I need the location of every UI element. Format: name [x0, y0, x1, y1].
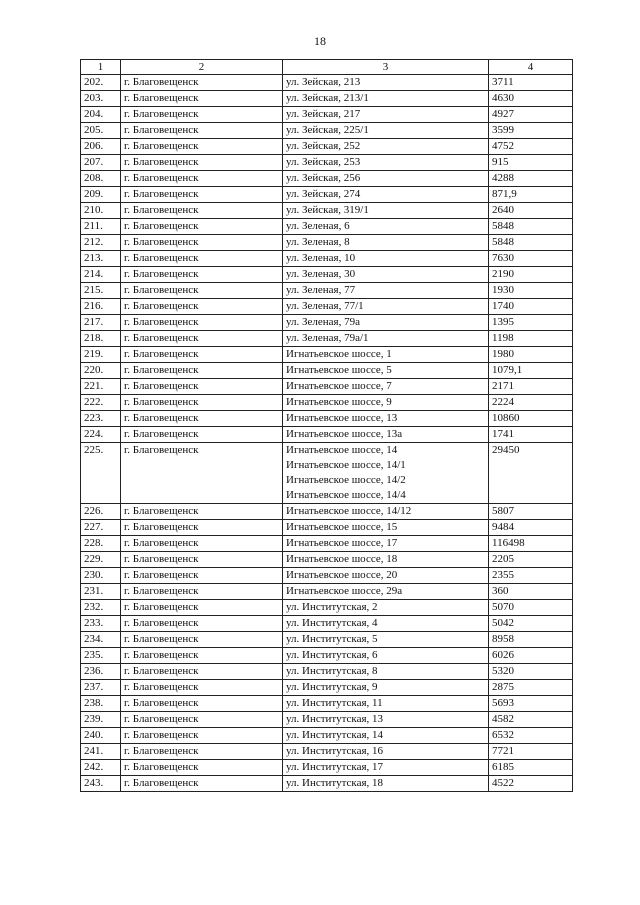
value-cell: 6026 — [489, 648, 573, 664]
address-cell — [283, 648, 489, 664]
row-number: 231. — [81, 584, 121, 600]
table-row — [81, 744, 573, 760]
city-cell: г. Благовещенск — [121, 552, 283, 568]
row-number: 215. — [81, 283, 121, 299]
address-cell — [283, 139, 489, 155]
address-line: ул. Институтская, 16 — [286, 745, 384, 757]
row-number: 214. — [81, 267, 121, 283]
row-number: 209. — [81, 187, 121, 203]
value-cell: 2355 — [489, 568, 573, 584]
row-number: 241. — [81, 744, 121, 760]
address-cell — [283, 155, 489, 171]
city-cell: г. Благовещенск — [121, 123, 283, 139]
address-cell — [283, 187, 489, 203]
address-cell — [283, 203, 489, 219]
table-row — [81, 299, 573, 315]
row-number: 228. — [81, 536, 121, 552]
value-cell: 4288 — [489, 171, 573, 187]
value-cell: 5070 — [489, 600, 573, 616]
city-cell: г. Благовещенск — [121, 696, 283, 712]
row-number: 235. — [81, 648, 121, 664]
address-cell — [283, 379, 489, 395]
table-row — [81, 504, 573, 520]
address-line: ул. Зеленая, 30 — [286, 268, 356, 280]
row-number: 243. — [81, 776, 121, 792]
value-cell: 1079,1 — [489, 363, 573, 379]
table-row — [81, 411, 573, 427]
city-cell: г. Благовещенск — [121, 283, 283, 299]
address-cell — [283, 584, 489, 600]
address-line: ул. Зейская, 319/1 — [286, 204, 369, 216]
address-line: Игнатьевское шоссе, 15 — [286, 521, 398, 533]
city-cell: г. Благовещенск — [121, 568, 283, 584]
value-cell: 3711 — [489, 75, 573, 91]
value-cell: 7721 — [489, 744, 573, 760]
address-line: Игнатьевское шоссе, 29а — [286, 585, 403, 597]
value-cell: 1740 — [489, 299, 573, 315]
row-number: 224. — [81, 427, 121, 443]
row-number: 219. — [81, 347, 121, 363]
table-row — [81, 696, 573, 712]
city-cell: г. Благовещенск — [121, 75, 283, 91]
row-number: 229. — [81, 552, 121, 568]
address-line: ул. Зейская, 274 — [286, 188, 361, 200]
address-cell — [283, 443, 489, 504]
address-cell — [283, 664, 489, 680]
address-line: Игнатьевское шоссе, 20 — [286, 569, 398, 581]
city-cell: г. Благовещенск — [121, 203, 283, 219]
row-number: 232. — [81, 600, 121, 616]
address-cell — [283, 299, 489, 315]
address-line: ул. Зеленая, 79а — [286, 316, 360, 328]
city-cell: г. Благовещенск — [121, 536, 283, 552]
table-row — [81, 600, 573, 616]
value-cell: 5693 — [489, 696, 573, 712]
city-cell: г. Благовещенск — [121, 632, 283, 648]
value-cell: 1930 — [489, 283, 573, 299]
address-cell — [283, 776, 489, 792]
value-cell: 2640 — [489, 203, 573, 219]
city-cell: г. Благовещенск — [121, 443, 283, 504]
table-row — [81, 520, 573, 536]
table-row — [81, 632, 573, 648]
table-row — [81, 139, 573, 155]
address-cell — [283, 123, 489, 139]
city-cell: г. Благовещенск — [121, 616, 283, 632]
page-number: 18 — [314, 34, 326, 48]
value-cell: 5848 — [489, 219, 573, 235]
column-header-3: 3 — [283, 60, 489, 75]
table-row — [81, 427, 573, 443]
value-cell: 4522 — [489, 776, 573, 792]
row-number: 234. — [81, 632, 121, 648]
row-number: 203. — [81, 91, 121, 107]
row-number: 210. — [81, 203, 121, 219]
address-cell — [283, 235, 489, 251]
table-row — [81, 728, 573, 744]
address-line: ул. Зеленая, 77 — [286, 284, 356, 296]
address-line: Игнатьевское шоссе, 14/1 — [286, 459, 406, 471]
row-number: 239. — [81, 712, 121, 728]
city-cell: г. Благовещенск — [121, 251, 283, 267]
table-header — [81, 60, 573, 75]
table-row — [81, 664, 573, 680]
address-cell — [283, 568, 489, 584]
value-cell: 5042 — [489, 616, 573, 632]
address-cell — [283, 712, 489, 728]
value-cell: 915 — [489, 155, 573, 171]
row-number: 237. — [81, 680, 121, 696]
city-cell: г. Благовещенск — [121, 171, 283, 187]
address-line: ул. Зеленая, 10 — [286, 252, 356, 264]
row-number: 206. — [81, 139, 121, 155]
address-line: ул. Зеленая, 6 — [286, 220, 350, 232]
city-cell: г. Благовещенск — [121, 584, 283, 600]
table-row — [81, 347, 573, 363]
value-cell: 7630 — [489, 251, 573, 267]
value-cell: 5320 — [489, 664, 573, 680]
value-cell: 360 — [489, 584, 573, 600]
table-row — [81, 235, 573, 251]
table-body — [81, 75, 573, 792]
table-row — [81, 760, 573, 776]
address-cell — [283, 251, 489, 267]
table-row — [81, 203, 573, 219]
value-cell: 5807 — [489, 504, 573, 520]
row-number: 230. — [81, 568, 121, 584]
address-line: ул. Зейская, 213/1 — [286, 92, 369, 104]
row-number: 208. — [81, 171, 121, 187]
header-row — [81, 60, 573, 75]
table-row — [81, 187, 573, 203]
value-cell: 2190 — [489, 267, 573, 283]
city-cell: г. Благовещенск — [121, 155, 283, 171]
table-row — [81, 107, 573, 123]
address-cell — [283, 171, 489, 187]
address-cell — [283, 91, 489, 107]
city-cell: г. Благовещенск — [121, 187, 283, 203]
address-line: Игнатьевское шоссе, 5 — [286, 364, 392, 376]
city-cell: г. Благовещенск — [121, 712, 283, 728]
value-cell: 4927 — [489, 107, 573, 123]
value-cell: 6532 — [489, 728, 573, 744]
value-cell: 2205 — [489, 552, 573, 568]
value-cell: 3599 — [489, 123, 573, 139]
address-line: ул. Зейская, 253 — [286, 156, 361, 168]
city-cell: г. Благовещенск — [121, 680, 283, 696]
value-cell: 2171 — [489, 379, 573, 395]
address-cell — [283, 283, 489, 299]
address-cell — [283, 680, 489, 696]
address-line: Игнатьевское шоссе, 7 — [286, 380, 392, 392]
city-cell: г. Благовещенск — [121, 363, 283, 379]
table-row — [81, 315, 573, 331]
row-number: 205. — [81, 123, 121, 139]
table-row — [81, 568, 573, 584]
address-cell — [283, 411, 489, 427]
value-cell: 871,9 — [489, 187, 573, 203]
row-number: 223. — [81, 411, 121, 427]
city-cell: г. Благовещенск — [121, 600, 283, 616]
address-line: ул. Институтская, 14 — [286, 729, 384, 741]
address-cell — [283, 728, 489, 744]
address-line: Игнатьевское шоссе, 1 — [286, 348, 392, 360]
address-cell — [283, 744, 489, 760]
address-line: ул. Зейская, 256 — [286, 172, 361, 184]
row-number: 242. — [81, 760, 121, 776]
address-line: Игнатьевское шоссе, 9 — [286, 396, 392, 408]
address-cell — [283, 363, 489, 379]
table-row — [81, 680, 573, 696]
column-header-2: 2 — [121, 60, 283, 75]
address-cell — [283, 520, 489, 536]
column-header-1: 1 — [81, 60, 121, 75]
address-line: ул. Зейская, 217 — [286, 108, 361, 120]
value-cell: 4630 — [489, 91, 573, 107]
address-line: Игнатьевское шоссе, 14/12 — [286, 505, 412, 517]
value-cell: 4582 — [489, 712, 573, 728]
city-cell: г. Благовещенск — [121, 760, 283, 776]
row-number: 222. — [81, 395, 121, 411]
city-cell: г. Благовещенск — [121, 776, 283, 792]
address-cell — [283, 760, 489, 776]
address-line: ул. Зеленая, 8 — [286, 236, 350, 248]
address-cell — [283, 504, 489, 520]
address-cell — [283, 616, 489, 632]
address-line: ул. Институтская, 13 — [286, 713, 384, 725]
address-line: ул. Зейская, 213 — [286, 76, 361, 88]
city-cell: г. Благовещенск — [121, 315, 283, 331]
city-cell: г. Благовещенск — [121, 728, 283, 744]
address-line: Игнатьевское шоссе, 18 — [286, 553, 398, 565]
address-line: ул. Институтская, 17 — [286, 761, 384, 773]
address-table — [80, 59, 573, 792]
row-number: 236. — [81, 664, 121, 680]
row-number: 225. — [81, 443, 121, 504]
city-cell: г. Благовещенск — [121, 107, 283, 123]
address-line: Игнатьевское шоссе, 14/4 — [286, 489, 406, 501]
city-cell: г. Благовещенск — [121, 299, 283, 315]
table-row — [81, 552, 573, 568]
city-cell: г. Благовещенск — [121, 395, 283, 411]
address-cell — [283, 107, 489, 123]
address-cell — [283, 536, 489, 552]
city-cell: г. Благовещенск — [121, 427, 283, 443]
address-line: ул. Институтская, 8 — [286, 665, 378, 677]
city-cell: г. Благовещенск — [121, 504, 283, 520]
value-cell: 116498 — [489, 536, 573, 552]
city-cell: г. Благовещенск — [121, 235, 283, 251]
value-cell: 10860 — [489, 411, 573, 427]
city-cell: г. Благовещенск — [121, 744, 283, 760]
city-cell: г. Благовещенск — [121, 664, 283, 680]
table-row — [81, 443, 573, 504]
address-line: ул. Институтская, 5 — [286, 633, 378, 645]
address-line: ул. Зеленая, 79а/1 — [286, 332, 369, 344]
row-number: 226. — [81, 504, 121, 520]
address-line: Игнатьевское шоссе, 17 — [286, 537, 398, 549]
table-row — [81, 536, 573, 552]
address-line: Игнатьевское шоссе, 13а — [286, 428, 403, 440]
row-number: 202. — [81, 75, 121, 91]
address-line: ул. Институтская, 11 — [286, 697, 383, 709]
table-row — [81, 283, 573, 299]
address-cell — [283, 552, 489, 568]
table-row — [81, 123, 573, 139]
value-cell: 1741 — [489, 427, 573, 443]
address-line: ул. Институтская, 6 — [286, 649, 378, 661]
address-cell — [283, 696, 489, 712]
table-row — [81, 251, 573, 267]
table-row — [81, 331, 573, 347]
value-cell: 29450 — [489, 443, 573, 504]
row-number: 218. — [81, 331, 121, 347]
value-cell: 1395 — [489, 315, 573, 331]
value-cell: 6185 — [489, 760, 573, 776]
value-cell: 4752 — [489, 139, 573, 155]
address-line: ул. Зейская, 225/1 — [286, 124, 369, 136]
address-line: ул. Институтская, 4 — [286, 617, 378, 629]
table-row — [81, 91, 573, 107]
value-cell: 9484 — [489, 520, 573, 536]
row-number: 216. — [81, 299, 121, 315]
table-row — [81, 75, 573, 91]
address-cell — [283, 219, 489, 235]
table-row — [81, 776, 573, 792]
city-cell: г. Благовещенск — [121, 520, 283, 536]
address-cell — [283, 632, 489, 648]
row-number: 238. — [81, 696, 121, 712]
table-row — [81, 363, 573, 379]
table-row — [81, 155, 573, 171]
table-row — [81, 395, 573, 411]
city-cell: г. Благовещенск — [121, 379, 283, 395]
row-number: 213. — [81, 251, 121, 267]
row-number: 212. — [81, 235, 121, 251]
row-number: 207. — [81, 155, 121, 171]
address-cell — [283, 427, 489, 443]
address-cell — [283, 600, 489, 616]
table-row — [81, 616, 573, 632]
row-number: 221. — [81, 379, 121, 395]
column-header-4: 4 — [489, 60, 573, 75]
address-cell — [283, 75, 489, 91]
address-cell — [283, 331, 489, 347]
city-cell: г. Благовещенск — [121, 411, 283, 427]
address-line: Игнатьевское шоссе, 14 — [286, 444, 398, 456]
table-row — [81, 219, 573, 235]
row-number: 217. — [81, 315, 121, 331]
city-cell: г. Благовещенск — [121, 648, 283, 664]
value-cell: 1980 — [489, 347, 573, 363]
address-line: Игнатьевское шоссе, 13 — [286, 412, 398, 424]
address-line: ул. Зейская, 252 — [286, 140, 361, 152]
address-cell — [283, 315, 489, 331]
row-number: 211. — [81, 219, 121, 235]
row-number: 220. — [81, 363, 121, 379]
table-row — [81, 171, 573, 187]
row-number: 240. — [81, 728, 121, 744]
value-cell: 1198 — [489, 331, 573, 347]
city-cell: г. Благовещенск — [121, 91, 283, 107]
table-row — [81, 712, 573, 728]
table-row — [81, 648, 573, 664]
address-line: ул. Институтская, 18 — [286, 777, 384, 789]
city-cell: г. Благовещенск — [121, 267, 283, 283]
address-cell — [283, 347, 489, 363]
city-cell: г. Благовещенск — [121, 139, 283, 155]
row-number: 233. — [81, 616, 121, 632]
city-cell: г. Благовещенск — [121, 219, 283, 235]
value-cell: 2224 — [489, 395, 573, 411]
address-line: ул. Институтская, 2 — [286, 601, 378, 613]
address-cell — [283, 267, 489, 283]
address-line: ул. Институтская, 9 — [286, 681, 378, 693]
value-cell: 8958 — [489, 632, 573, 648]
city-cell: г. Благовещенск — [121, 347, 283, 363]
table-row — [81, 584, 573, 600]
address-line: Игнатьевское шоссе, 14/2 — [286, 474, 406, 486]
address-cell — [283, 395, 489, 411]
row-number: 204. — [81, 107, 121, 123]
table-row — [81, 267, 573, 283]
city-cell: г. Благовещенск — [121, 331, 283, 347]
value-cell: 2875 — [489, 680, 573, 696]
table-row — [81, 379, 573, 395]
row-number: 227. — [81, 520, 121, 536]
address-line: ул. Зеленая, 77/1 — [286, 300, 364, 312]
value-cell: 5848 — [489, 235, 573, 251]
